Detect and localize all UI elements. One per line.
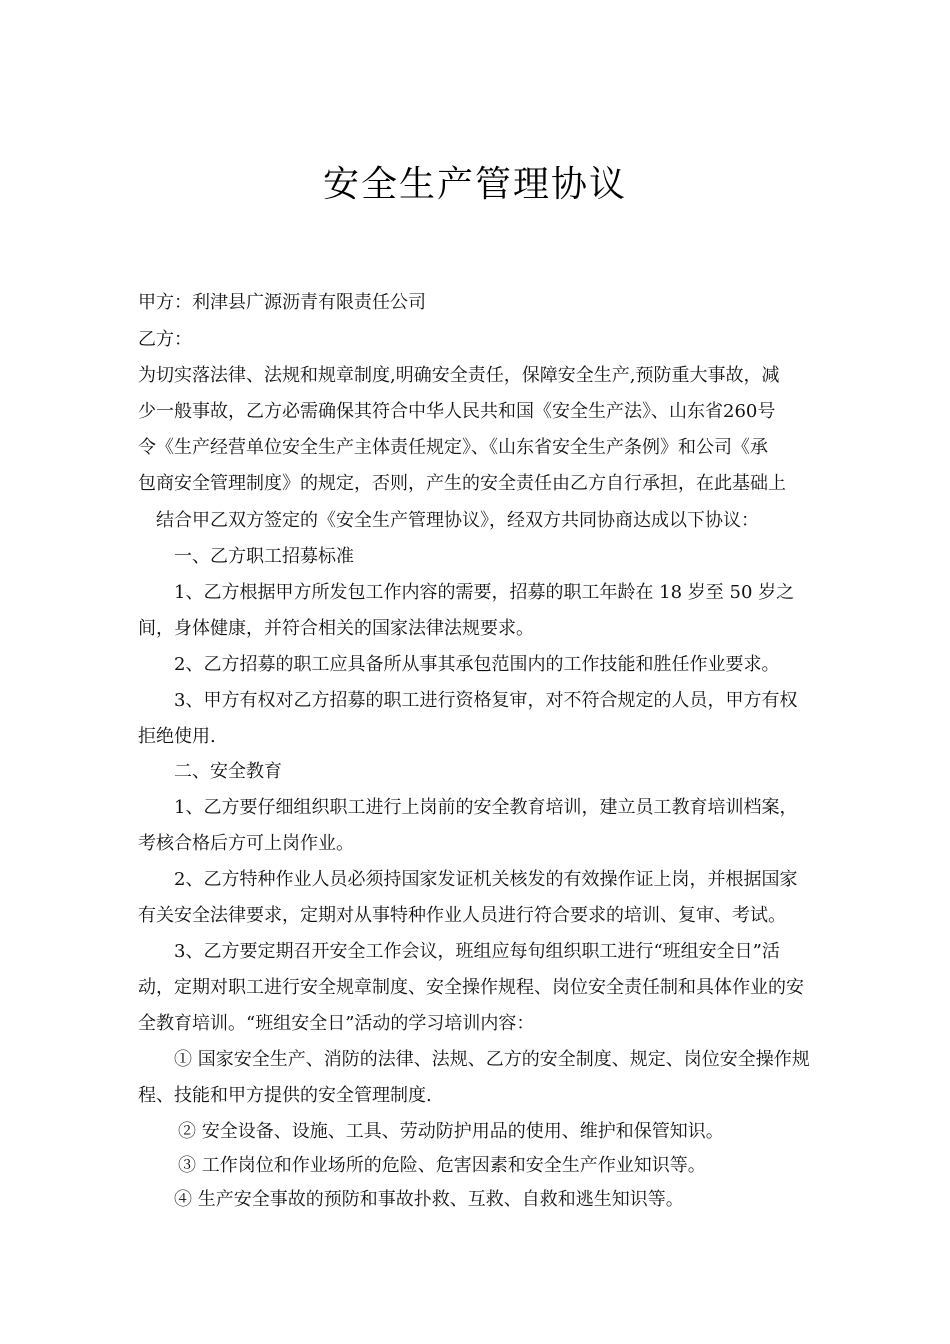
preamble-line-4: 包商安全管理制度》的规定，否则，产生的安全责任由乙方自行承担，在此基础上 — [138, 473, 786, 494]
list-item-continuation: 程、技能和甲方提供的安全管理制度. — [138, 1085, 432, 1106]
section-heading-2: 二、安全教育 — [174, 761, 282, 782]
list-item: ① 国家安全生产、消防的法律、法规、乙方的安全制度、规定、岗位安全操作规 — [174, 1049, 810, 1070]
party-a-line: 甲方：利津县广源沥青有限责任公司 — [138, 292, 426, 313]
paragraph-line: 2、乙方招募的职工应具备所从事其承包范围内的工作技能和胜任作业要求。 — [174, 654, 780, 675]
preamble-line-5: 结合甲乙双方签定的《安全生产管理协议》，经双方共同协商达成以下协议： — [156, 510, 759, 531]
list-item: ③ 工作岗位和作业场所的危险、危害因素和安全生产作业知识等。 — [178, 1155, 706, 1176]
paragraph-line: 全教育培训。“班组安全日”活动的学习培训内容： — [138, 1013, 535, 1034]
paragraph-line: 1、乙方根据甲方所发包工作内容的需要，招募的职工年龄在 18 岁至 50 岁之 — [174, 582, 795, 603]
paragraph-line: 动，定期对职工进行安全规章制度、安全操作规程、岗位安全责任制和具体作业的安 — [138, 977, 804, 998]
list-item: ② 安全设备、设施、工具、劳动防护用品的使用、维护和保管知识。 — [178, 1121, 724, 1142]
preamble-line-2: 少一般事故，乙方必需确保其符合中华人民共和国《安全生产法》、山东省260号 — [138, 401, 776, 422]
section-heading-1: 一、乙方职工招募标准 — [174, 546, 354, 567]
paragraph-line: 1、乙方要仔细组织职工进行上岗前的安全教育培训，建立员工教育培训档案， — [174, 797, 798, 818]
party-b-line: 乙方： — [138, 329, 192, 350]
paragraph-line: 间，身体健康，并符合相关的国家法律法规要求。 — [138, 618, 534, 639]
page-title: 安全生产管理协议 — [322, 164, 627, 205]
paragraph-line: 3、甲方有权对乙方招募的职工进行资格复审，对不符合规定的人员，甲方有权 — [174, 690, 798, 711]
paragraph-line: 有关安全法律要求，定期对从事特种作业人员进行符合要求的培训、复审、考试。 — [138, 905, 786, 926]
paragraph-line: 拒绝使用. — [138, 726, 216, 747]
paragraph-line: 2、乙方特种作业人员必须持国家发证机关核发的有效操作证上岗，并根据国家 — [174, 869, 798, 890]
paragraph-line: 考核合格后方可上岗作业。 — [138, 833, 354, 854]
preamble-line-1: 为切实落法律、法规和规章制度,明确安全责任，保障安全生产,预防重大事故，减 — [138, 365, 780, 386]
preamble-line-3: 令《生产经营单位安全生产主体责任规定》、《山东省安全生产条例》和公司《承 — [138, 437, 768, 458]
paragraph-line: 3、乙方要定期召开安全工作会议，班组应每旬组织职工进行“班组安全日”活 — [174, 941, 780, 962]
list-item: ④ 生产安全事故的预防和事故扑救、互救、自救和逃生知识等。 — [174, 1189, 684, 1210]
